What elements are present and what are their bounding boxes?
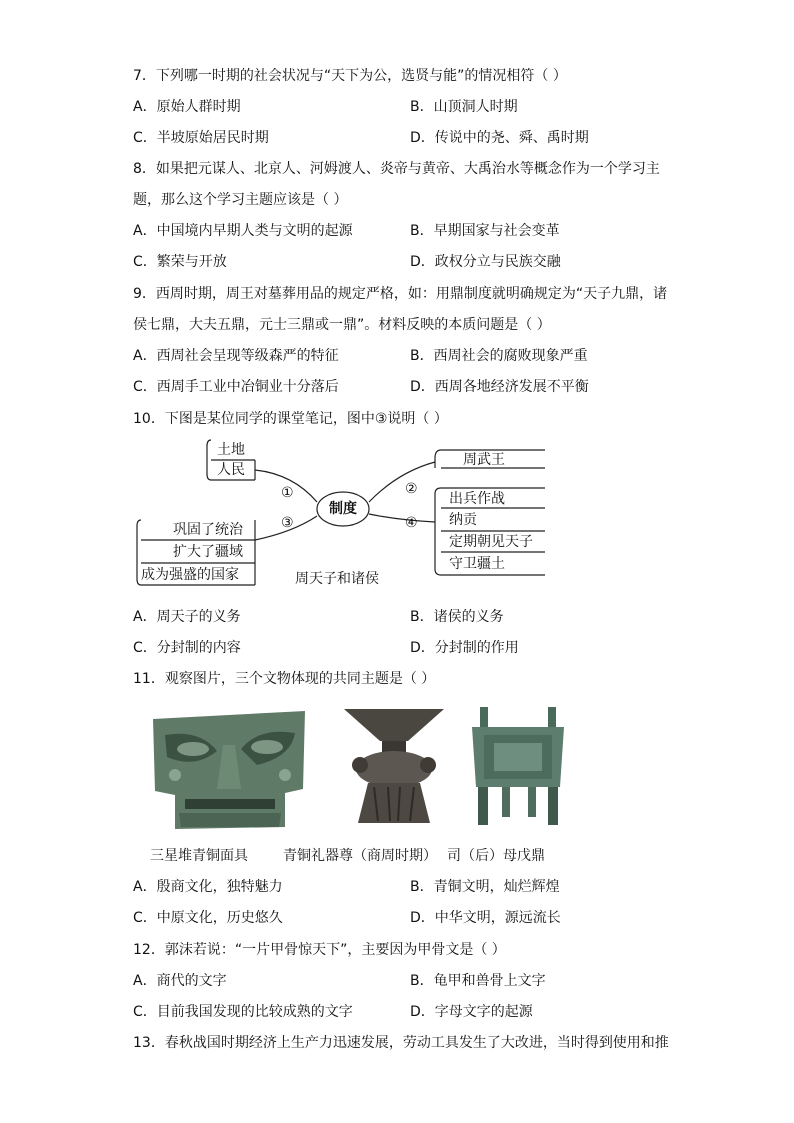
- q8-option-c[interactable]: C．繁荣与开放: [133, 254, 227, 270]
- q11-stem: 11．观察图片，三个文物体现的共同主题是（ ）: [133, 671, 436, 687]
- q7-option-a[interactable]: A．原始人群时期: [133, 99, 241, 115]
- q8-option-d[interactable]: D．政权分立与民族交融: [410, 254, 561, 270]
- node-land: 土地: [217, 442, 245, 458]
- node-number-2: ②: [405, 481, 418, 497]
- q9-option-d[interactable]: D．西周各地经济发展不平衡: [410, 379, 589, 395]
- q11-option-c[interactable]: C．中原文化，历史悠久: [133, 910, 283, 926]
- simuwu-ding-image: [466, 705, 570, 831]
- q11-option-d[interactable]: D．中华文明，源远流长: [410, 910, 561, 926]
- node-number-3: ③: [281, 515, 294, 531]
- node-expand-territory: 扩大了疆域: [173, 544, 243, 560]
- q11-option-b[interactable]: B．青铜文明，灿烂辉煌: [410, 879, 560, 895]
- node-tribute: 纳贡: [449, 512, 477, 528]
- q8-stem-line1: 8．如果把元谋人、北京人、河姆渡人、炎帝与黄帝、大禹治水等概念作为一个学习主: [133, 161, 660, 177]
- q10-option-b[interactable]: B．诸侯的义务: [410, 609, 504, 625]
- q10-option-a[interactable]: A．周天子的义务: [133, 609, 241, 625]
- node-number-4: ④: [405, 515, 418, 531]
- q9-stem-line2: 侯七鼎，大夫五鼎，元士三鼎或一鼎”。材料反映的本质问题是（ ）: [133, 317, 551, 333]
- q9-option-b[interactable]: B．西周社会的腐败现象严重: [410, 348, 588, 364]
- q8-option-b[interactable]: B．早期国家与社会变革: [410, 223, 560, 239]
- q9-option-c[interactable]: C．西周手工业中冶铜业十分落后: [133, 379, 339, 395]
- node-guard-frontier: 守卫疆土: [449, 556, 505, 572]
- node-people: 人民: [217, 462, 245, 478]
- q8-option-a[interactable]: A．中国境内早期人类与文明的起源: [133, 223, 353, 239]
- node-powerful-state: 成为强盛的国家: [141, 567, 239, 583]
- node-king-wu: 周武王: [463, 452, 505, 468]
- q7-option-d[interactable]: D．传说中的尧、舜、禹时期: [410, 130, 589, 146]
- q12-option-c[interactable]: C．目前我国发现的比较成熟的文字: [133, 1004, 353, 1020]
- q12-stem: 12．郭沫若说：“一片甲骨惊天下”，主要因为甲骨文是（ ）: [133, 942, 506, 958]
- q10-option-d[interactable]: D．分封制的作用: [410, 640, 519, 656]
- caption-mask: 三星堆青铜面具: [150, 848, 248, 864]
- q7-stem: 7．下列哪一时期的社会状况与“天下为公，选贤与能”的情况相符（ ）: [133, 68, 567, 84]
- q11-option-a[interactable]: A．殷商文化，独特魅力: [133, 879, 283, 895]
- q8-stem-line2: 题，那么这个学习主题应该是（ ）: [133, 192, 348, 208]
- q13-stem: 13．春秋战国时期经济上生产力迅速发展，劳动工具发生了大改进，当时得到使用和推: [133, 1035, 669, 1051]
- q7-option-c[interactable]: C．半坡原始居民时期: [133, 130, 269, 146]
- bronze-mask-image: [145, 705, 313, 831]
- q10-stem: 10．下图是某位同学的课堂笔记，图中③说明（ ）: [133, 411, 448, 427]
- bronze-zun-vessel-image: [338, 705, 450, 831]
- q10-option-c[interactable]: C．分封制的内容: [133, 640, 241, 656]
- caption-zun: 青铜礼器尊（商周时期）: [283, 848, 437, 864]
- node-consolidate-rule: 巩固了统治: [173, 522, 243, 538]
- q12-option-a[interactable]: A．商代的文字: [133, 973, 227, 989]
- node-send-troops: 出兵作战: [449, 491, 505, 507]
- q9-option-a[interactable]: A．西周社会呈现等级森严的特征: [133, 348, 339, 364]
- node-regular-audience: 定期朝见天子: [449, 534, 533, 550]
- q7-option-b[interactable]: B．山顶洞人时期: [410, 99, 518, 115]
- diagram-caption: 周天子和诸侯: [295, 571, 379, 587]
- caption-ding: 司（后）母戊鼎: [447, 848, 545, 864]
- q12-option-b[interactable]: B．龟甲和兽骨上文字: [410, 973, 546, 989]
- node-center-system: 制度: [329, 501, 357, 517]
- q12-option-d[interactable]: D．字母文字的起源: [410, 1004, 533, 1020]
- mind-map-diagram: [133, 432, 553, 592]
- node-number-1: ①: [281, 485, 294, 501]
- q9-stem-line1: 9．西周时期，周王对墓葬用品的规定严格，如：用鼎制度就明确规定为“天子九鼎，诸: [133, 286, 668, 302]
